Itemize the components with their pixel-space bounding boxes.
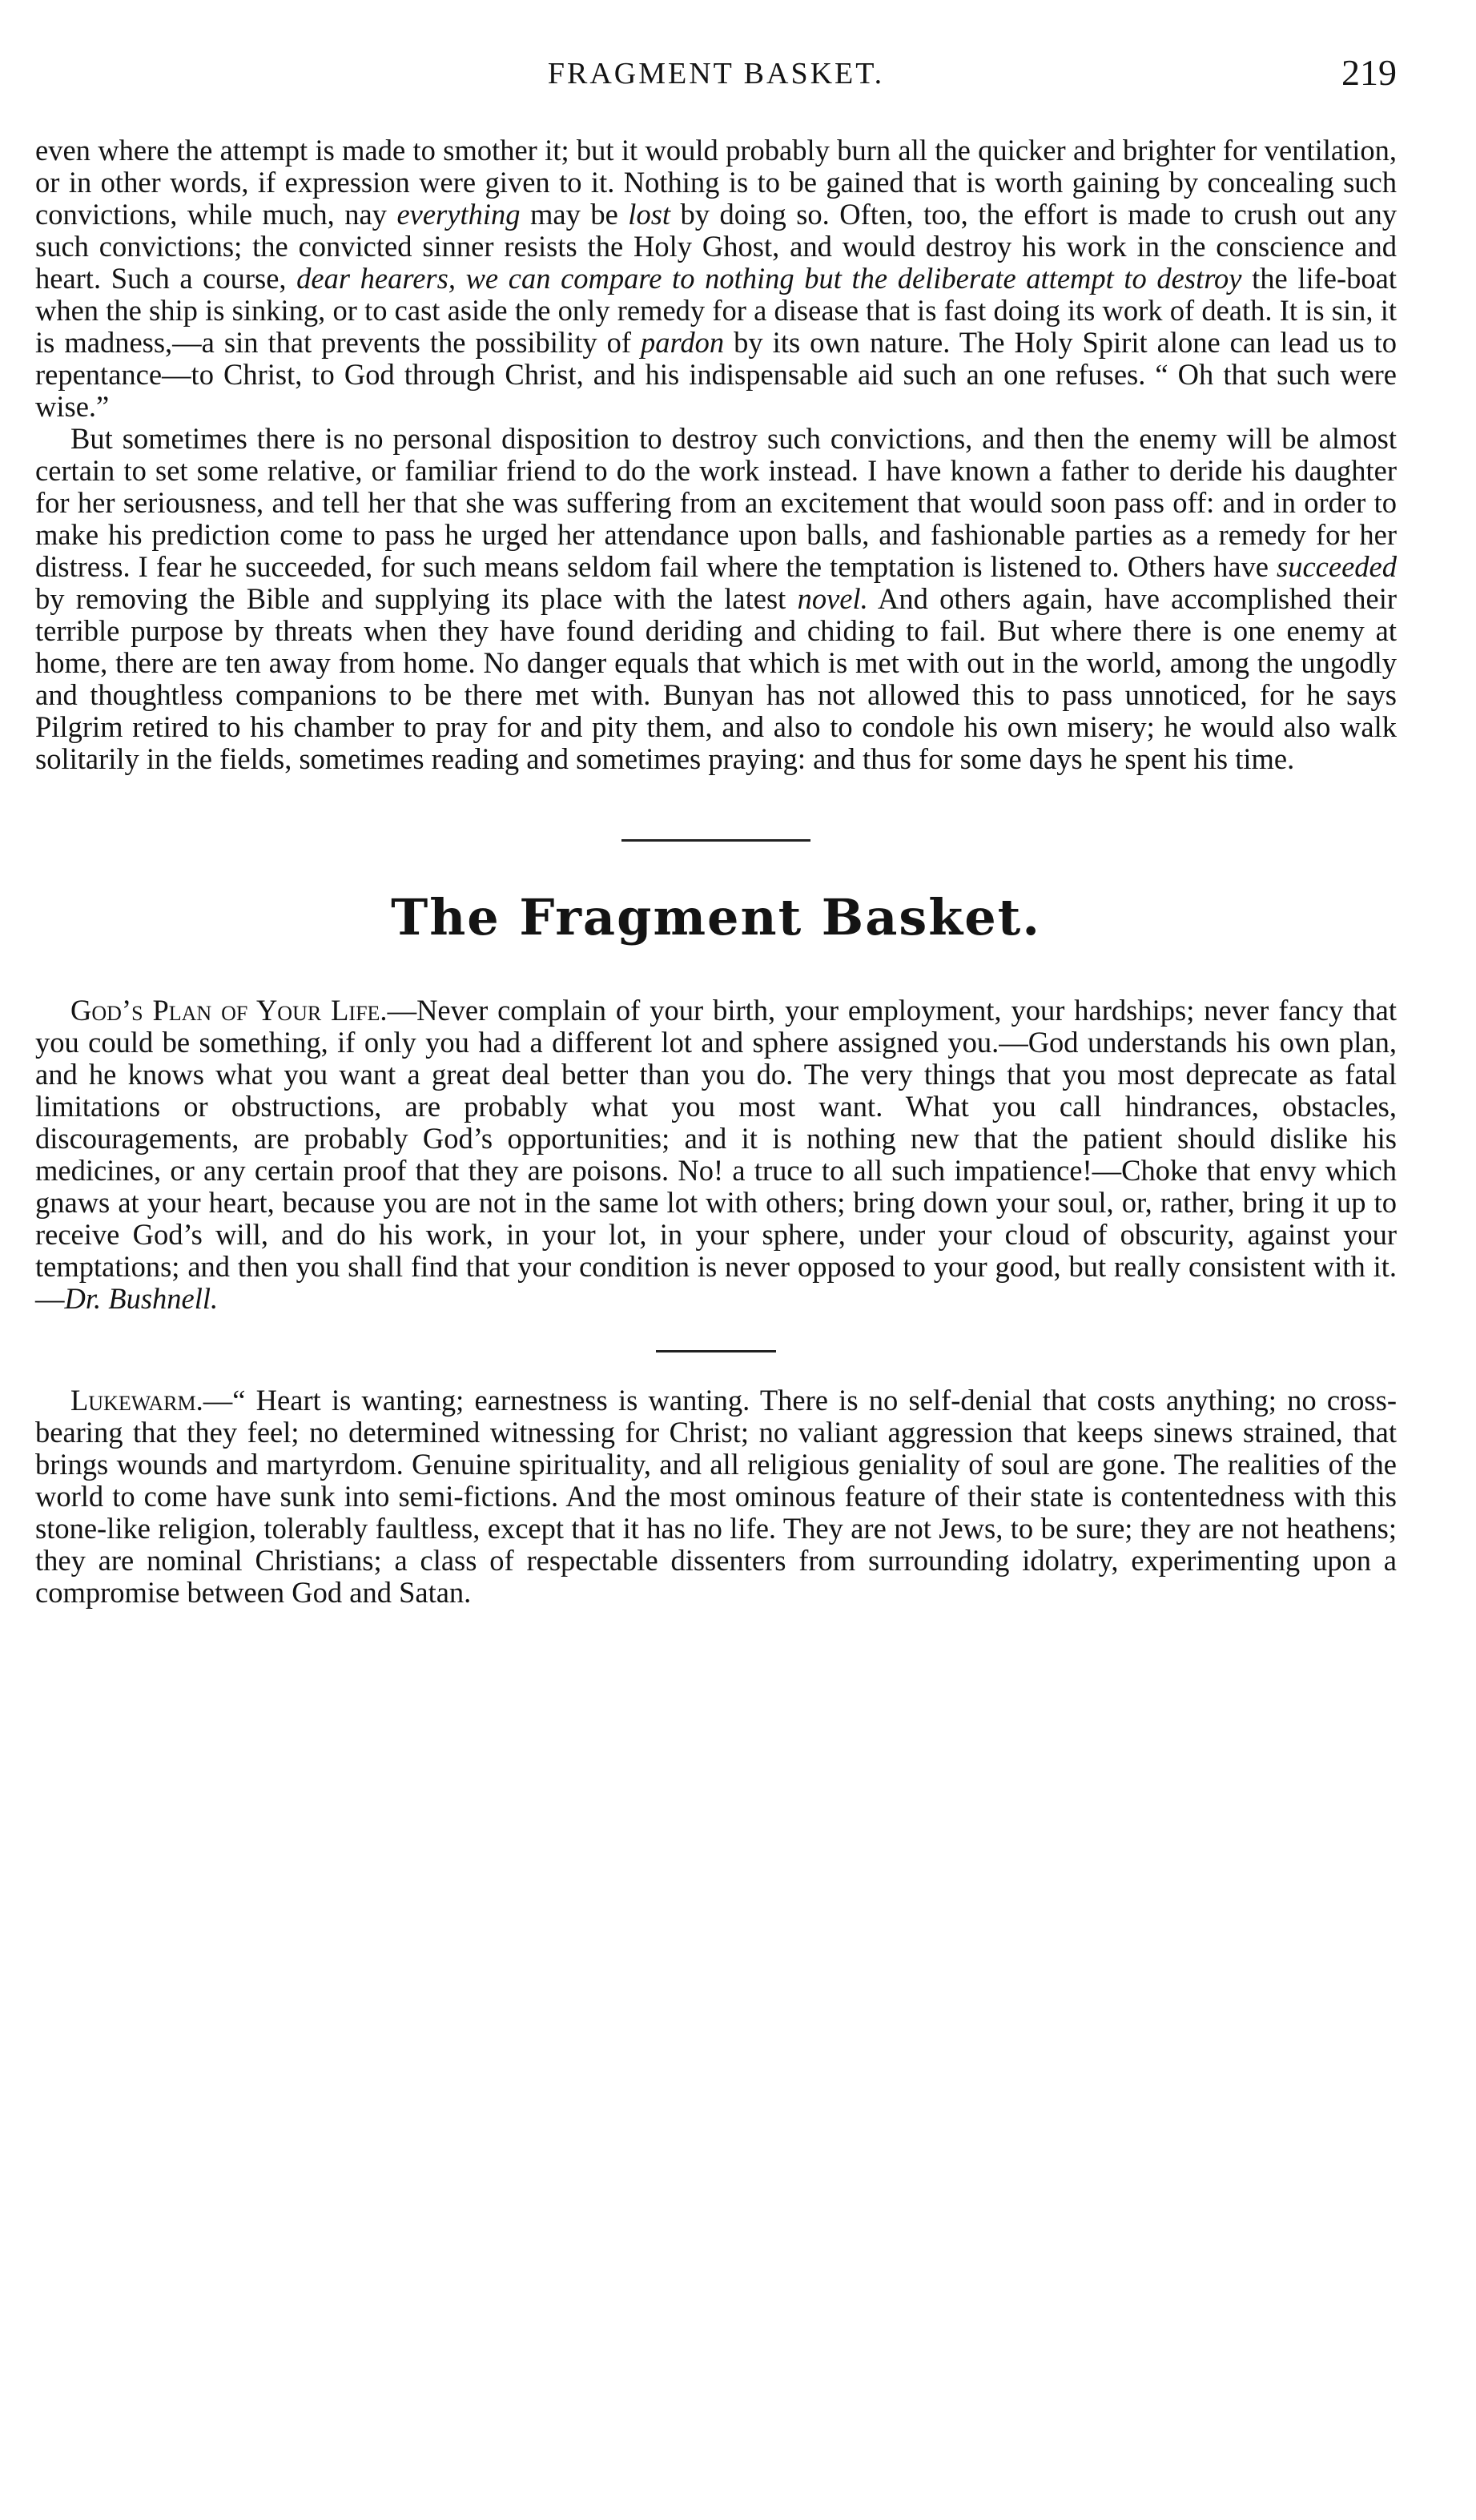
sermon-paragraph-2: [35, 423, 1397, 775]
section-title: The Fragment Basket.: [391, 888, 1041, 947]
fragment-item-lukewarm: [35, 1385, 1397, 1609]
running-title: FRAGMENT BASKET.: [547, 57, 885, 90]
item-author: Dr. Bushnell.: [64, 1282, 219, 1315]
text-run: the life-boat when the ship is sinking, or to cast aside the only remedy for a disease that is fast doing its work of death. It is sin, it is madness,—a sin that prevents the possibility of: [35, 262, 1397, 359]
text-run: by its own nature. The Holy Spirit alone can lead us to repentance—to Christ, to God through Christ, and his indispensable aid such an one refuses. “ Oh that such were wise.”: [35, 326, 1397, 423]
sermon-paragraph-1: [35, 135, 1397, 423]
text-run: And others again, have accomplished their terrible purpose by threats when they have found deriding and chiding to fail. But where there is one enemy at home, there are ten away from home. No danger equals that which is met with out in the world, among the ungodly and thoughtless companions to be there met with. Bunyan has not allowed this to pass unnoticed, for he says Pilgrim retired to his chamber to pray for and pity them, and also to condole his own misery; he would also walk solitarily in the fields, sometimes reading and sometimes praying: and thus for some days he spent his time.: [35, 582, 1397, 775]
page-number: 219: [1341, 52, 1397, 93]
item-lead: Lukewarm.: [70, 1384, 203, 1417]
item-divider: [656, 1350, 776, 1352]
section-divider: [621, 839, 810, 842]
text-run: by doing so. Often, too, the effort is made to crush out any such convictions; the convicted sinner resists the Holy Ghost, and would destroy his work in the conscience and heart. Such a course,: [35, 198, 1397, 295]
italic-run: lost: [628, 198, 671, 231]
italic-run: dear hearers, we can compare to nothing but the deliberate attempt to destroy: [296, 262, 1242, 295]
page: [35, 52, 1397, 1609]
fragment-item-gods-plan: [35, 995, 1397, 1315]
text-run: But sometimes there is no personal disposition to destroy such convictions, and then the enemy will be almost certain to set some relative, or familiar friend to do the work instead. I have known a father to deride his daughter for her seriousness, and tell her that she was suffering from an excitement that would soon pass off: and in order to make his prediction come to pass he urged her attendance upon balls, and fashionable parties as a remedy for her distress. I fear he succeeded, for such means seldom fail where the temptation is listened to. Others have: [35, 422, 1397, 583]
text-run: —Never complain of your birth, your employment, your hardships; never fancy that you could be something, if only you had a different lot and sphere assigned you.—God understands his own plan, and he knows what you want a great deal better than you do. The very things that you most deprecate as fatal limitations or obstructions, are probably what you most want. What you call hindrances, obstacles, discouragements, are probably God’s opportunities; and it is nothing new that the patient should dislike his medicines, or any certain proof that they are poisons. No! a truce to all such impatience!—Choke that envy which gnaws at your heart, because you are not in the same lot with others; bring down your soul, or, rather, bring it up to receive God’s will, and do his work, in your lot, in your sphere, under your cloud of obscurity, against your temptations; and then you shall find that your condition is never opposed to your good, but really consistent with it.—: [35, 994, 1397, 1315]
text-run: may be: [520, 198, 629, 231]
item-lead: God’s Plan of Your Life.: [70, 994, 388, 1027]
italic-run: pardon: [641, 326, 725, 359]
italic-run: everything: [396, 198, 521, 231]
text-run: even where the attempt is made to smother it; but it would probably burn all the quicker and brighter for ventilation, or in other words, if expression were given to it. Nothing is to be gained that is worth gaining by concealing such convictions, while much, nay: [35, 134, 1397, 231]
running-head: [35, 52, 1397, 112]
text-run: by removing the Bible and supplying its place with the latest: [35, 582, 798, 615]
text-run: —“ Heart is wanting; earnestness is wanting. There is no self-denial that costs anything; no cross-bearing that they feel; no determined witnessing for Christ; no valiant aggression that keeps sinews strained, that brings wounds and martyrdom. Genuine spirituality, and all religious geniality of soul are gone. The realities of the world to come have sunk into semi-fictions. And the most ominous feature of their state is contentedness with this stone-like religion, tolerably faultless, except that it has no life. They are not Jews, to be sure; they are not heathens; they are nominal Christians; a class of respectable dissenters from surrounding idolatry, experimenting upon a compromise between God and Satan.: [35, 1384, 1397, 1609]
italic-run: novel.: [797, 582, 868, 615]
italic-run: succeeded: [1277, 550, 1397, 583]
